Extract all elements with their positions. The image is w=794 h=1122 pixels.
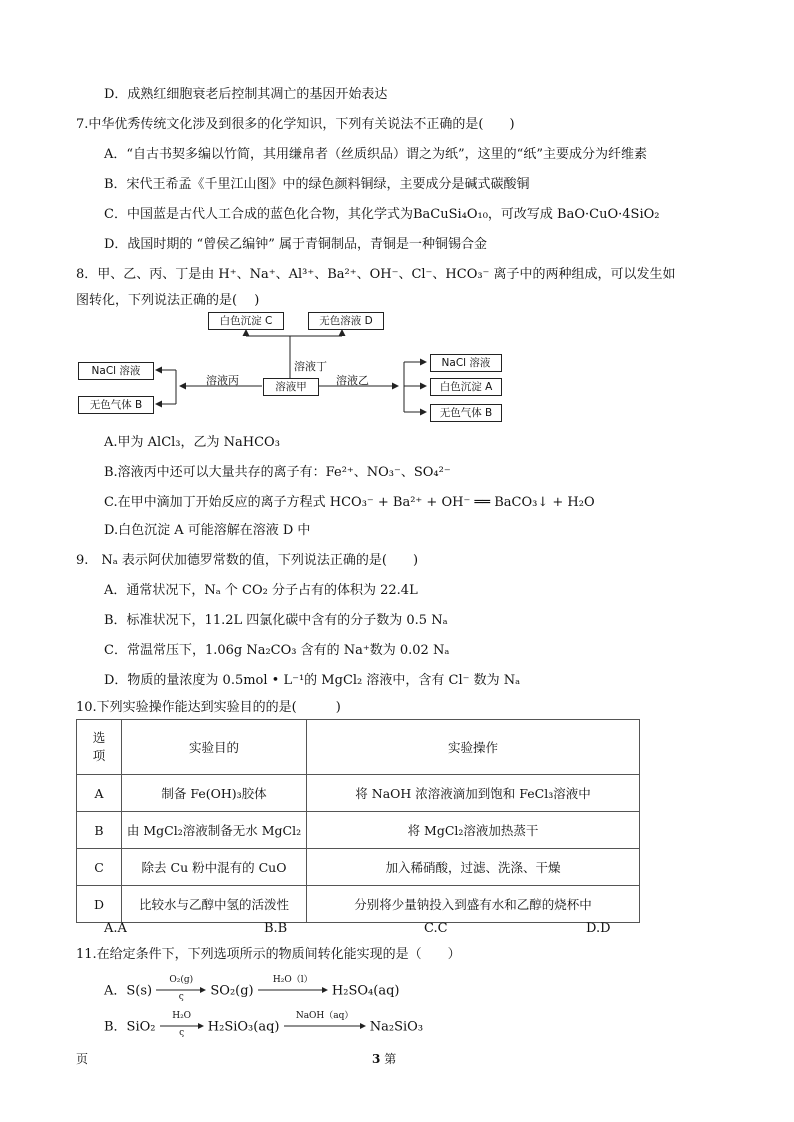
table-cell-option: D [77,886,122,923]
table-row [77,775,640,812]
q10-table [76,719,640,923]
q11-option-a [104,975,400,1002]
q10-option-d: D.D [586,921,611,936]
q11b-arrow1-top: H₂O [172,1011,192,1021]
flow-label-bing: 溶液丙 [206,374,239,387]
header-option-char1: 选 [92,730,106,745]
q8-option-a: A.甲为 AlCl₃，乙为 NaHCO₃ [104,435,280,450]
flow-label-yi: 溶液乙 [336,374,369,387]
q11-stem: 11.在给定条件下，下列选项所示的物质间转化能实现的是（ ） [76,947,461,962]
q8-option-d: D.白色沉淀 A 可能溶解在溶液 D 中 [104,523,311,538]
q9-option-a: A．通常状况下，Nₐ 个 CO₂ 分子占有的体积为 22.4L [104,583,418,598]
q6-option-d: D．成熟红细胞衰老后控制其凋亡的基因开始表达 [104,87,388,102]
table-cell-operation: 将 MgCl₂溶液加热蒸干 [307,812,640,849]
table-header-purpose: 实验目的 [122,720,307,775]
q10-option-b: B.B [264,921,288,936]
q11b-arrow-1 [160,1011,204,1038]
q11b-arrow1-bottom: ς [179,1028,185,1038]
table-cell-operation: 加入稀硝酸，过滤、洗涤、干燥 [307,849,640,886]
flow-colorless-solution-d: 无色溶液 D [308,312,384,330]
table-row [77,886,640,923]
q11b-intermediate: H₂SiO₃(aq) [207,1019,280,1035]
flow-solution-jia: 溶液甲 [263,378,319,396]
table-header-option [77,720,122,775]
footer-left: 页 [76,1052,89,1066]
table-cell-purpose: 除去 Cu 粉中混有的 CuO [122,849,307,886]
table-cell-option: B [77,812,122,849]
q11a-arrow1-bottom: ς [178,992,184,1002]
q11a-reactant: A．S(s) [104,983,153,999]
flow-gas-b-left: 无色气体 B [78,396,154,414]
q9-stem: 9. Nₐ 表示阿伏加德罗常数的值，下列说法正确的是( ) [76,553,419,568]
q11b-product: Na₂SiO₃ [369,1019,424,1035]
q11b-reactant: B．SiO₂ [104,1019,156,1035]
page-number: 3 [372,1052,381,1066]
q11a-arrow1-top: O₂(g) [169,975,194,985]
q8-option-b: B.溶液丙中还可以大量共存的离子有：Fe²⁺、NO₃⁻、SO₄²⁻ [104,465,451,480]
q10-option-a: A.A [104,921,127,936]
q7-option-a: A．“自古书契多编以竹简，其用缣帛者（丝质织品）谓之为纸”，这里的“纸”主要成分为纤维素 [104,147,647,162]
q7-option-d: D．战国时期的 “曾侯乙编钟” 属于青铜制品，青铜是一种铜锡合金 [104,237,487,252]
q11a-arrow-2 [258,975,328,1000]
table-cell-purpose: 比较水与乙醇中氢的活泼性 [122,886,307,923]
flow-nacl-right: NaCl 溶液 [430,354,502,372]
table-row [77,849,640,886]
q10-stem: 10.下列实验操作能达到实验目的的是( ) [76,700,341,715]
table-cell-option: C [77,849,122,886]
table-cell-purpose: 由 MgCl₂溶液制备无水 MgCl₂ [122,812,307,849]
table-cell-purpose: 制备 Fe(OH)₃胶体 [122,775,307,812]
table-row [77,812,640,849]
q7-stem: 7.中华优秀传统文化涉及到很多的化学知识，下列有关说法不正确的是( ) [76,117,515,132]
page-number-suffix: 第 [384,1052,397,1066]
q11b-arrow2-top: NaOH（aq） [295,1011,354,1021]
q11a-arrow-1 [156,975,206,1002]
q9-option-d: D．物质的量浓度为 0.5mol • L⁻¹的 MgCl₂ 溶液中，含有 Cl⁻ 数为 Nₐ [104,673,521,688]
flow-white-precipitate-a: 白色沉淀 A [430,378,502,396]
q8-option-c: C.在甲中滴加丁开始反应的离子方程式 HCO₃⁻ + Ba²⁺ + OH⁻ ══ BaCO₃↓ + H₂O [104,495,595,510]
q11b-arrow-2 [284,1011,366,1036]
flow-label-ding: 溶液丁 [294,360,327,373]
table-header-operation: 实验操作 [307,720,640,775]
q10-option-c: C.C [424,921,448,936]
q7-option-b: B．宋代王希孟《千里江山图》中的绿色颜料铜绿，主要成分是碱式碳酸铜 [104,177,530,192]
header-option-char2: 项 [92,748,106,763]
flow-nacl-left: NaCl 溶液 [78,362,154,380]
table-cell-operation: 将 NaOH 浓溶液滴加到饱和 FeCl₃溶液中 [307,775,640,812]
q11a-arrow2-top: H₂O（l） [272,975,313,985]
footer-page-number [372,1050,396,1068]
table-header-row [77,720,640,775]
flow-gas-b-right: 无色气体 B [430,404,502,422]
table-cell-option: A [77,775,122,812]
flow-white-precipitate-c: 白色沉淀 C [208,312,284,330]
q9-option-b: B．标准状况下，11.2L 四氯化碳中含有的分子数为 0.5 Nₐ [104,613,448,628]
q8-stem-cont: 图转化，下列说法正确的是( ) [76,293,260,308]
table-cell-operation: 分别将少量钠投入到盛有水和乙醇的烧杯中 [307,886,640,923]
q8-stem: 8．甲、乙、丙、丁是由 H⁺、Na⁺、Al³⁺、Ba²⁺、OH⁻、Cl⁻、HCO₃⁻ 离子中的两种组成，可以发生如 [76,267,676,282]
q9-option-c: C．常温常压下，1.06g Na₂CO₃ 含有的 Na⁺数为 0.02 Nₐ [104,643,450,658]
q7-option-c: C．中国蓝是古代人工合成的蓝色化合物，其化学式为BaCuSi₄O₁₀，可改写成 BaO·CuO·4SiO₂ [104,207,660,222]
q11a-product: H₂SO₄(aq) [331,983,400,999]
q11a-intermediate: SO₂(g) [210,983,254,999]
q11-option-b [104,1011,424,1038]
